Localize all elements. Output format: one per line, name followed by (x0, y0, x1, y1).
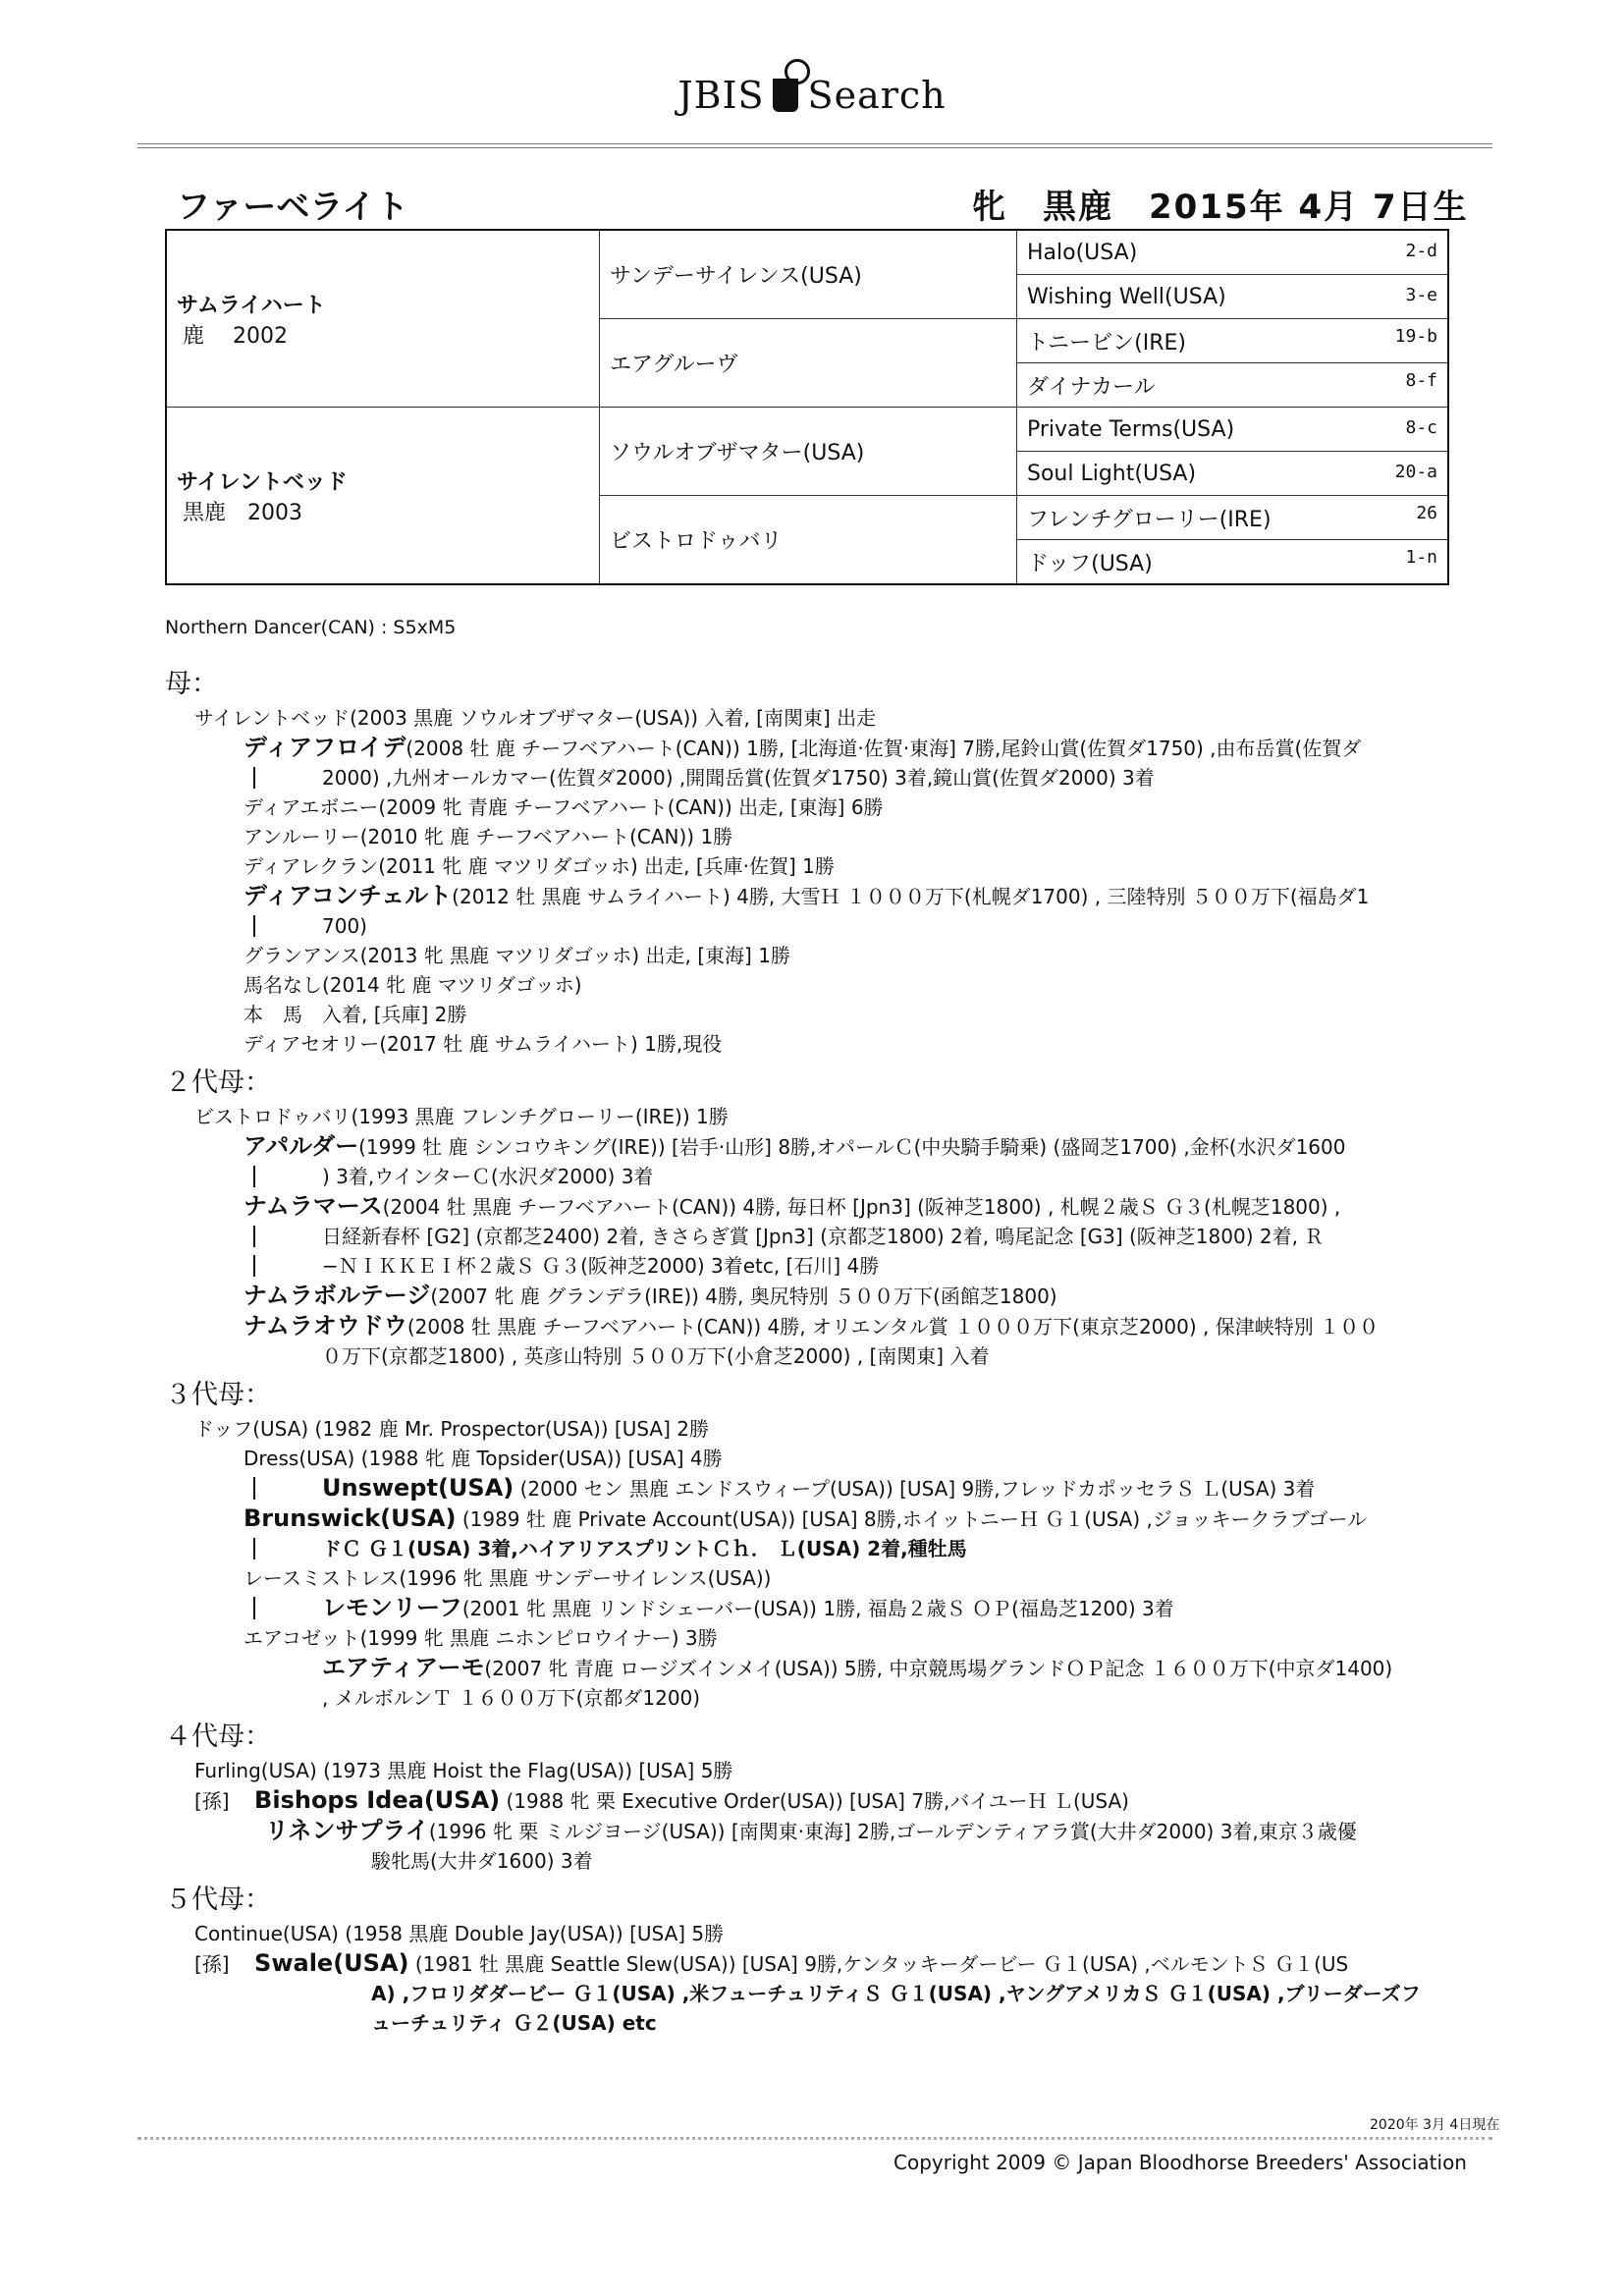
family-code: 20-a (1394, 461, 1437, 482)
section-heading: ５代母： (165, 1885, 271, 1915)
family-code: 8-f (1405, 369, 1437, 391)
grandchild-entry (165, 1948, 1481, 1979)
dam-name: サイレントベッド (177, 469, 348, 495)
family-code: 2-d (1405, 240, 1437, 261)
dam-line: Furling(USA) (1973 黒鹿 Hoist the Flag(USA)) [USA] 5勝 (194, 1759, 733, 1782)
progeny-entry (165, 1311, 1481, 1341)
progeny-entry (165, 1473, 1481, 1503)
progeny-name: リネンサプライ (265, 1817, 429, 1844)
dam-detail: 黒鹿 2003 (183, 500, 302, 525)
pedigree-table (165, 229, 1449, 585)
copyright: Copyright 2009 © Japan Bloodhorse Breeders' Association (893, 2151, 1467, 2174)
g3-cell (1017, 540, 1449, 585)
progeny-detail: (1989 牡 鹿 Private Account(USA)) [USA] 8勝,ホイットニーＨ Ｇ１(USA) ,ジョッキークラブゴール (456, 1507, 1368, 1531)
horse-info: 牝 黒鹿 2015年 4月 7日生 (972, 188, 1469, 227)
progeny-detail: (1996 牝 栗 ミルジヨージ(USA)) [南関東·東海] 2勝,ゴールデンティアラ賞(大井ダ2000) 3着,東京３歳優 (428, 1820, 1357, 1843)
grandchild-entry (165, 1785, 1481, 1816)
progeny-entry-cont (165, 1979, 1481, 2008)
g2-cell: サンデーサイレンス(USA) (600, 230, 1017, 319)
header-divider-2 (137, 147, 1492, 148)
progeny-detail: (2000 セン 黒鹿 エンドスウィープ(USA)) [USA] 9勝,フレッドカポッセラＳ Ｌ(USA) 3着 (514, 1477, 1316, 1501)
progeny-detail-cont: ０万下(京都芝1800) , 英彦山特別 ５００万下(小倉芝2000) , [南関東] 入着 (322, 1344, 990, 1368)
progeny-detail-cont: 駿牝馬(大井ダ1600) 3着 (371, 1849, 593, 1873)
g3-name: Soul Light(USA) (1027, 461, 1197, 486)
g3-name: Private Terms(USA) (1027, 416, 1235, 442)
logo-text-search: Search (807, 74, 947, 117)
progeny-entry: 馬名なし(2014 牝 鹿 マツリダゴッホ) (244, 973, 582, 997)
progeny-entry: レースミストレス(1996 牝 黒鹿 サンデーサイレンス(USA)) (244, 1566, 772, 1590)
g2-cell: エアグルーヴ (600, 319, 1017, 408)
grandchild-entry (165, 1816, 1481, 1846)
family-record (165, 660, 1481, 2038)
g3-name: Wishing Well(USA) (1027, 284, 1226, 309)
g3-cell (1017, 363, 1449, 408)
progeny-detail-cont: ューチュリティ Ｇ２(USA) etc (371, 2011, 657, 2035)
progeny-entry: アンルーリー(2010 牝 鹿 チーフベアハート(CAN)) 1勝 (244, 825, 733, 848)
progeny-detail-cont: −ＮＩＫＫＥＩ杯２歳Ｓ Ｇ３(阪神芝2000) 3着etc, [石川] 4勝 (322, 1254, 880, 1278)
progeny-entry-cont (165, 1846, 1481, 1876)
grandchild-tag: [孫] (194, 1952, 230, 1976)
g3-name: トニービン(IRE) (1027, 330, 1186, 355)
progeny-detail: (1988 牝 栗 Executive Order(USA)) [USA] 7勝,バイユーＨ Ｌ(USA) (500, 1789, 1129, 1813)
dam-line: サイレントベッド(2003 黒鹿 ソウルオブザマター(USA)) 入着, [南関東] 出走 (194, 706, 877, 730)
g3-cell (1017, 452, 1449, 496)
progeny-name: Brunswick(USA) (244, 1504, 457, 1532)
progeny-entry (165, 1191, 1481, 1222)
dam-line: Continue(USA) (1958 黒鹿 Double Jay(USA)) [USA] 5勝 (194, 1922, 725, 1945)
section-heading: ３代母： (165, 1380, 271, 1410)
g3-cell (1017, 408, 1449, 452)
progeny-entry: ディアレクラン(2011 牝 鹿 マツリダゴッホ) 出走, [兵庫·佐賀] 1勝 (244, 854, 835, 878)
progeny-name: ディアフロイデ (244, 734, 406, 761)
grandchild-tag: [孫] (194, 1789, 230, 1813)
progeny-entry: エアコゼット(1999 牝 黒鹿 ニホンピロウイナー) 3勝 (244, 1626, 718, 1650)
progeny-detail: (2007 牝 青鹿 ロージズインメイ(USA)) 5勝, 中京競馬場グランドＯＰ記念 １６００万下(中京ダ1400) (484, 1657, 1393, 1680)
family-code: 8-c (1405, 416, 1437, 438)
progeny-entry-cont (165, 763, 1481, 793)
section-heading: ４代母： (165, 1722, 271, 1752)
g2-cell: ソウルオブザマター(USA) (600, 408, 1017, 496)
progeny-name: ナムラオウドウ (244, 1312, 407, 1339)
horse-magnifier-icon (765, 57, 808, 116)
progeny-detail: (2001 牝 黒鹿 リンドシェーバー(USA)) 1勝, 福島２歳Ｓ ＯＰ(福島芝1200) 3着 (461, 1597, 1174, 1620)
progeny-entry: ディアエボニー(2009 牝 青鹿 チーフベアハート(CAN)) 出走, [東海] 6勝 (244, 795, 884, 819)
progeny-entry (165, 881, 1481, 911)
progeny-entry (165, 1593, 1481, 1623)
progeny-name: エアティアーモ (322, 1654, 485, 1681)
g3-name: Halo(USA) (1027, 240, 1138, 265)
progeny-name: Bishops Idea(USA) (254, 1786, 501, 1814)
progeny-detail: (2004 牡 黒鹿 チーフベアハート(CAN)) 4勝, 毎日杯 [Jpn3] (阪神芝1800) , 札幌２歳Ｓ Ｇ３(札幌芝1800) , (382, 1195, 1341, 1219)
sire-detail: 鹿 2002 (183, 323, 288, 349)
section-heading: 母： (165, 669, 218, 699)
progeny-detail-cont: 2000) ,九州オールカマー(佐賀ダ2000) ,開聞岳賞(佐賀ダ1750) 3着,鏡山賞(佐賀ダ2000) 3着 (322, 766, 1155, 790)
progeny-entry (165, 1503, 1481, 1534)
header-divider (137, 143, 1492, 144)
progeny-detail: (2012 牡 黒鹿 サムライハート) 4勝, 大雪Ｈ １０００万下(札幌ダ1700) , 三陸特別 ５００万下(福島ダ1 (452, 885, 1370, 908)
progeny-entry-cont (165, 1341, 1481, 1371)
g3-name: フレンチグローリー(IRE) (1027, 507, 1272, 532)
progeny-entry-cont (165, 1222, 1481, 1251)
progeny-entry (165, 1653, 1481, 1683)
section-heading: ２代母： (165, 1067, 271, 1098)
progeny-detail-cont: , メルボルンＴ １６００万下(京都ダ1200) (322, 1686, 701, 1710)
progeny-detail: (2007 牝 鹿 グランデラ(IRE)) 4勝, 奥尻特別 ５００万下(函館芝1800) (430, 1285, 1057, 1308)
as-of-date: 2020年 3月 4日現在 (1370, 2117, 1500, 2133)
progeny-name: ナムラボルテージ (244, 1282, 431, 1309)
progeny-entry-cont (165, 1534, 1481, 1563)
family-code: 3-e (1405, 284, 1437, 305)
progeny-detail: (1999 牡 鹿 シンコウキング(IRE)) [岩手·山形] 8勝,オパールＣ(中央騎手騎乗) (盛岡芝1700) ,金杯(水沢ダ1600 (358, 1135, 1346, 1159)
progeny-name: ナムラマース (244, 1192, 383, 1220)
g3-cell (1017, 275, 1449, 319)
family-code: 19-b (1394, 325, 1437, 347)
inbreeding-note: Northern Dancer(CAN) : S5xM5 (165, 617, 457, 638)
progeny-name: ディアコンチェルト (244, 882, 453, 909)
progeny-name: レモンリーフ (322, 1594, 462, 1621)
family-code: 26 (1416, 502, 1437, 523)
progeny-entry: ディアセオリー(2017 牡 鹿 サムライハート) 1勝,現役 (244, 1032, 723, 1056)
progeny-name: Unswept(USA) (322, 1474, 514, 1502)
footer-divider (137, 2137, 1492, 2140)
g3-cell (1017, 496, 1449, 540)
jbis-search-logo (0, 57, 1624, 117)
progeny-entry-cont (165, 1162, 1481, 1191)
logo-text: JBIS (677, 74, 765, 117)
progeny-entry-cont (165, 2008, 1481, 2038)
progeny-name: Swale(USA) (254, 1949, 409, 1977)
horse-name: ファーベライト (177, 188, 409, 227)
progeny-entry-cont (165, 911, 1481, 941)
progeny-detail-cont: 700) (322, 914, 367, 938)
dam-line: ドッフ(USA) (1982 鹿 Mr. Prospector(USA)) [USA] 2勝 (194, 1417, 709, 1441)
progeny-entry (165, 1281, 1481, 1311)
progeny-entry: 本 馬 入着, [兵庫] 2勝 (244, 1003, 467, 1026)
progeny-entry (165, 1131, 1481, 1162)
g3-cell (1017, 230, 1449, 275)
g3-name: ダイナカール (1027, 374, 1156, 400)
progeny-detail-cont: ドＣ Ｇ１(USA) 3着,ハイアリアスプリントＣｈ． Ｌ(USA) 2着,種牡馬 (322, 1537, 967, 1560)
dam-line: ビストロドゥバリ(1993 黒鹿 フレンチグローリー(IRE)) 1勝 (194, 1105, 729, 1128)
progeny-detail: (2008 牡 黒鹿 チーフベアハート(CAN)) 4勝, オリエンタル賞 １０００万下(東京芝2000) , 保津峡特別 １００ (406, 1315, 1380, 1339)
progeny-name: アパルダー (244, 1132, 359, 1160)
progeny-entry-cont (165, 1683, 1481, 1713)
g3-cell (1017, 319, 1449, 363)
g3-name: ドッフ(USA) (1027, 551, 1153, 576)
progeny-detail-cont: A) ,フロリダダービー Ｇ１(USA) ,米フューチュリティＳ Ｇ１(USA) ,ヤングアメリカＳ Ｇ１(USA) ,ブリーダーズフ (371, 1982, 1421, 2005)
progeny-detail-cont: ) 3着,ウインターＣ(水沢ダ2000) 3着 (322, 1165, 654, 1188)
sire-cell (166, 230, 600, 408)
progeny-detail-cont: 日経新春杯 [G2] (京都芝2400) 2着, きさらぎ賞 [Jpn3] (京都芝1800) 2着, 鳴尾記念 [G3] (阪神芝1800) 2着, Ｒ (322, 1225, 1325, 1248)
progeny-entry: Dress(USA) (1988 牝 鹿 Topsider(USA)) [USA] 4勝 (244, 1447, 723, 1470)
dam-cell (166, 408, 600, 585)
progeny-detail: (1981 牡 黒鹿 Seattle Slew(USA)) [USA] 9勝,ケンタッキーダービー Ｇ１(USA) ,ベルモントＳ Ｇ１(US (408, 1952, 1349, 1976)
progeny-entry (165, 733, 1481, 763)
family-code: 1-n (1405, 546, 1437, 568)
progeny-entry: グランアンス(2013 牝 黒鹿 マツリダゴッホ) 出走, [東海] 1勝 (244, 944, 790, 967)
g2-cell: ビストロドゥバリ (600, 496, 1017, 585)
sire-name: サムライハート (177, 293, 326, 318)
progeny-detail: (2008 牡 鹿 チーフベアハート(CAN)) 1勝, [北海道·佐賀·東海] 7勝,尾鈴山賞(佐賀ダ1750) ,由布岳賞(佐賀ダ (406, 737, 1362, 760)
progeny-entry-cont (165, 1251, 1481, 1281)
